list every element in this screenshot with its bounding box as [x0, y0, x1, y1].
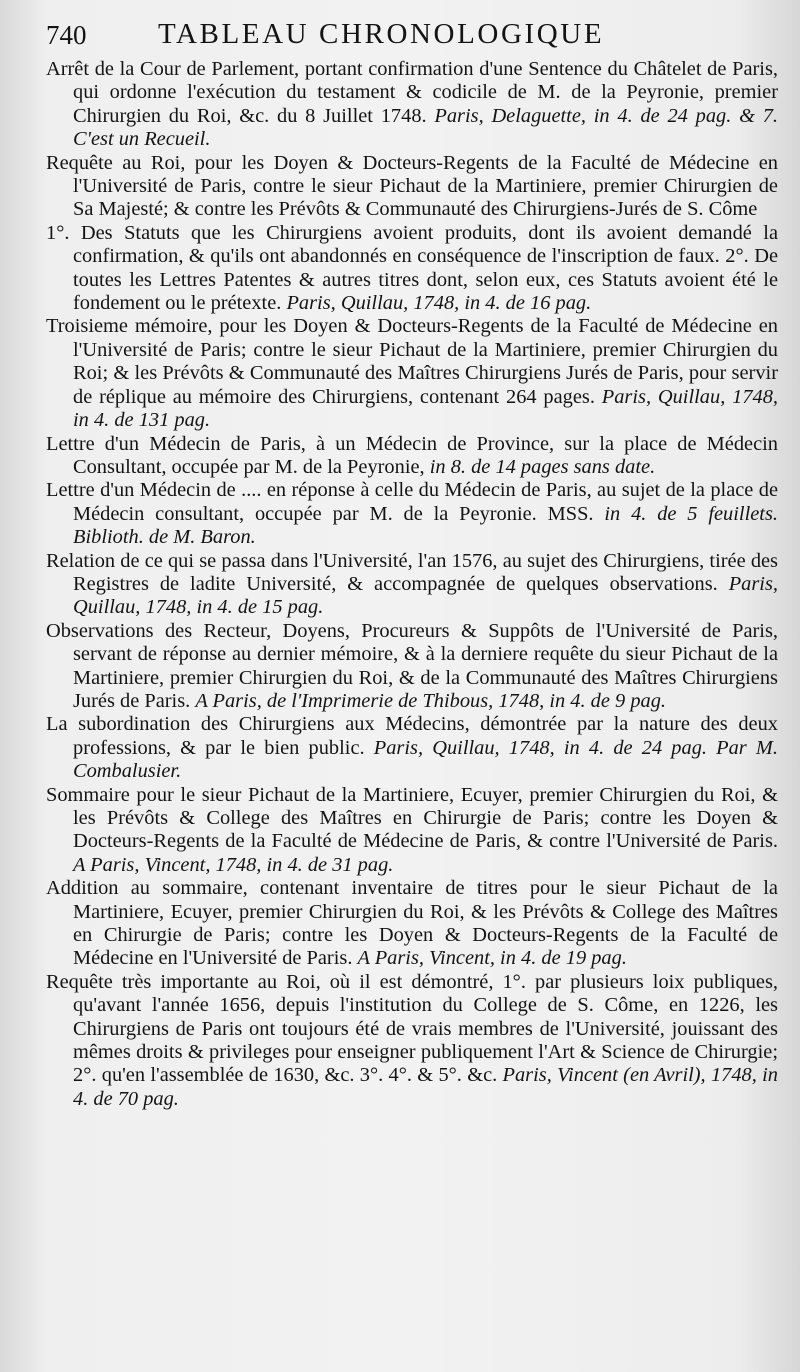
- running-title: TABLEAU CHRONOLOGIQUE: [158, 18, 605, 50]
- entry-imprint: Paris, Vincent (en Avril), 1748, in 4. de 70 pag.: [73, 1064, 778, 1110]
- entry-imprint: Paris, Quillau, 1748, in 4. de 15 pag.: [73, 572, 778, 619]
- entry-text: Arrêt de la Cour de Parlement, portant confirmation d'une Sentence du Châtelet de Paris, qui ordonne l'exécution du testament & codicile de M. de la Peyronie, premier Chirurgien du Roi, &c. du 8 Juillet 1748.: [46, 58, 778, 127]
- bibliography-entry: [46, 315, 778, 432]
- entry-text: Requête très importante au Roi, où il est démontré, 1°. par plusieurs loix publiques, qu'avant l'année 1656, depuis l'institution du College de S. Côme, en 1226, les Chirurgiens de Paris ont toujours été de vrais membres de l'Université, jouissant des mêmes droits & privileges pour enseigner publiquement l'Art & Science de Chirurgie; 2°. qu'en l'assemblée de 1630, &c. 3°. 4°. & 5°. &c.: [46, 970, 778, 1087]
- entry-text: Lettre d'un Médecin de .... en réponse à celle du Médecin de Paris, au sujet de la place de Médecin consultant, occupée par M. de la Peyronie. MSS.: [46, 479, 778, 525]
- bibliography-entries: [46, 58, 778, 1111]
- entry-text: Relation de ce qui se passa dans l'Université, l'an 1576, au sujet des Chirurgiens, tirée des Registres de ladite Université, & accompagnée de quelques observations.: [46, 549, 778, 595]
- entry-imprint: in 4. de 5 feuillets. Biblioth. de M. Baron.: [73, 502, 778, 549]
- bibliography-entry: [46, 620, 778, 714]
- bibliography-entry: [46, 479, 778, 549]
- bibliography-entry: [46, 152, 778, 316]
- entry-text: Observations des Recteur, Doyens, Procureurs & Suppôts de l'Université de Paris, servant de réponse au dernier mémoire, & à la derniere requête du sieur Pichaut de la Martiniere, premier Chirurgien du Roi, & de la Communauté des Maîtres Chirurgiens Jurés de Paris.: [46, 619, 778, 712]
- bibliography-entry: [46, 713, 778, 783]
- entry-continuation-wrap: [46, 221, 778, 316]
- page-header: [46, 14, 778, 58]
- entry-text: Troisieme mémoire, pour les Doyen & Docteurs-Regents de la Faculté de Médecine en l'Université de Paris; contre le sieur Pichaut de la Martiniere, premier Chirurgien du Roi; & les Prévôts & Communauté des Maîtres Chirurgiens Jurés de Paris, pour servir de réplique au mémoire des Chirurgiens, contenant 264 pages.: [46, 315, 778, 408]
- bibliography-entry: [46, 877, 778, 971]
- entry-imprint: A Paris, de l'Imprimerie de Thibous, 1748, in 4. de 9 pag.: [195, 689, 667, 712]
- bibliography-entry: [46, 433, 778, 480]
- bibliography-entry: [46, 550, 778, 620]
- entry-imprint: Paris, Delaguette, in 4. de 24 pag. & 7. C'est un Recueil.: [73, 104, 778, 151]
- entry-continuation: 1°. Des Statuts que les Chirurgiens avoient produits, dont ils avoient demandé la confirmation, & qu'ils ont abandonnés en conséquence de l'inscription de faux. 2°. De toutes les Lettres Patentes & autres titres dont, selon eux, ces Statuts avoient été le fondement ou le prétexte.: [46, 221, 778, 315]
- bibliography-entry: [46, 971, 778, 1111]
- bibliography-entry: [46, 784, 778, 878]
- entry-text: Sommaire pour le sieur Pichaut de la Martiniere, Ecuyer, premier Chirurgien du Roi, & les Prévôts & College des Maîtres en Chirurgie de Paris; contre les Doyen & Docteurs-Regents de la Faculté de Médecine de Paris, & contre l'Université de Paris.: [46, 783, 778, 853]
- entry-text: Addition au sommaire, contenant inventaire de titres pour le sieur Pichaut de la Martiniere, Ecuyer, premier Chirurgien du Roi, & les Prévôts & College des Maîtres en Chirurgie de Paris; contre les Doyen & Docteurs-Regents de la Faculté de Médecine en l'Université de Paris.: [46, 877, 778, 970]
- entry-text: Requête au Roi, pour les Doyen & Docteurs-Regents de la Faculté de Médecine en l'Université de Paris, contre le sieur Pichaut de la Martiniere, premier Chirurgien de Sa Majesté; & contre les Prévôts & Communauté des Chirurgiens-Jurés de S. Côme: [46, 151, 778, 221]
- entry-imprint: in 8. de 14 pages sans date.: [429, 455, 656, 478]
- entry-imprint: A Paris, Vincent, 1748, in 4. de 31 pag.: [73, 853, 394, 876]
- entry-imprint: Paris, Quillau, 1748, in 4. de 24 pag. Par M. Combalusier.: [73, 736, 778, 783]
- entry-text: Lettre d'un Médecin de Paris, à un Médecin de Province, sur la place de Médecin Consultant, occupée par M. de la Peyronie,: [46, 432, 778, 478]
- bibliography-entry: [46, 58, 778, 152]
- entry-imprint: A Paris, Vincent, in 4. de 19 pag.: [357, 947, 627, 970]
- page-number: 740: [46, 20, 87, 50]
- entry-text: La subordination des Chirurgiens aux Médecins, démontrée par la nature des deux professions, & par le bien public.: [46, 713, 778, 759]
- entry-imprint: Paris, Quillau, 1748, in 4. de 131 pag.: [73, 385, 779, 432]
- entry-imprint: Paris, Quillau, 1748, in 4. de 16 pag.: [286, 292, 592, 315]
